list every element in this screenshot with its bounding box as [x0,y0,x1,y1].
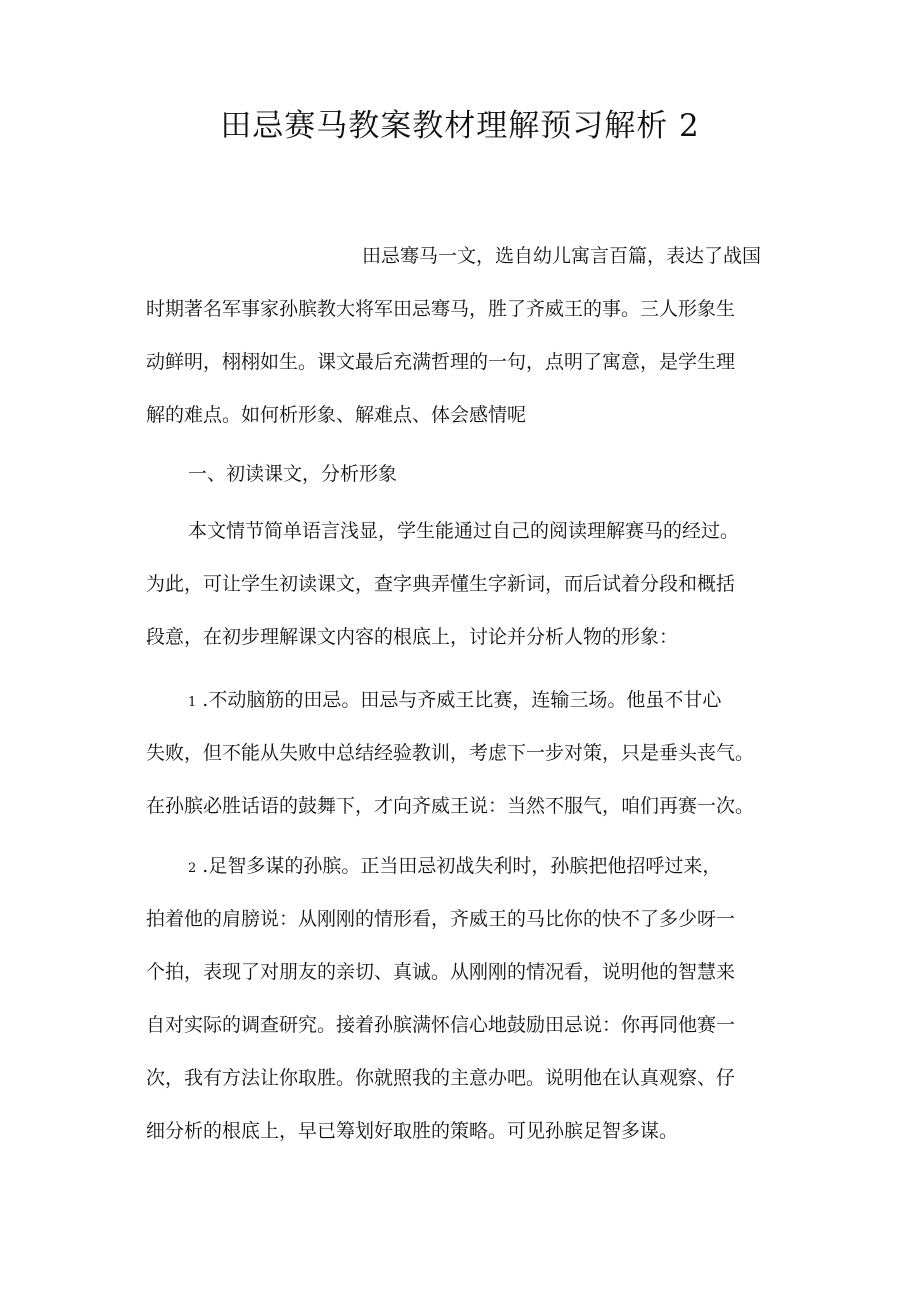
text-line: 本文情节简单语言浅显，学生能通过自己的阅读理解赛马的经过。 [188,520,740,542]
text-line: 田忌骞马一文，选自幼儿寓言百篇，表达了战国 [362,245,762,267]
document-title: 田忌赛马教案教材理解预习解析 2 [220,108,700,144]
item-text: .不动脑筋的田忌。田忌与齐威王比赛，连输三场。他虽不甘心 [202,689,722,711]
text-line: 细分析的根底上，早已筹划好取胜的策略。可见孙膑足智多谋。 [146,1120,679,1142]
text-line: 拍着他的肩膀说：从刚刚的情形看，齐威王的马比你的快不了多少呀一 [146,908,736,930]
text-line: 时期著名军事家孙膑教大将军田忌骞马，胜了齐威王的事。三人形象生 [146,298,736,320]
item-number: 2 [188,861,197,876]
item-number: 1 [188,695,197,710]
text-line: 自对实际的调查研究。接着孙膑满怀信心地鼓励田忌说：你再同他赛一 [146,1014,736,1036]
text-line: 动鲜明，栩栩如生。课文最后充满哲理的一句，点明了寓意，是学生理 [146,351,736,373]
text-line [146,840,780,893]
text-line: 为此，可让学生初读课文，查字典弄懂生字新词，而后试着分段和概括 [146,573,736,595]
item-text: .足智多谋的孙膑。正当田忌初战失利时，孙膑把他招呼过来， [202,855,722,877]
text-line: 在孙膑必胜话语的鼓舞下，才向齐威王说：当然不服气，咱们再赛一次。 [146,795,755,817]
text-line: 失败，但不能从失败中总结经验教训，考虑下一步对策，只是垂头丧气。 [146,742,755,764]
section-heading [146,448,780,501]
text-line: 段意，在初步理解课文内容的根底上，讨论并分析人物的形象： [146,626,679,648]
section-heading-text: 一、初读课文，分析形象 [188,463,398,485]
paragraph-item-2 [146,840,780,1158]
text-line: 次，我有方法让你取胜。你就照我的主意办吧。说明他在认真观察、仔 [146,1067,736,1089]
text-line: 解的难点。如何析形象、解难点、体会感情呢 [146,404,527,426]
paragraph-item-1 [146,674,780,833]
text-line: 个拍，表现了对朋友的亲切、真诚。从刚刚的情况看，说明他的智慧来 [146,961,736,983]
paragraph-reading [146,505,780,664]
text-line [146,674,780,727]
paragraph-intro [146,230,780,442]
